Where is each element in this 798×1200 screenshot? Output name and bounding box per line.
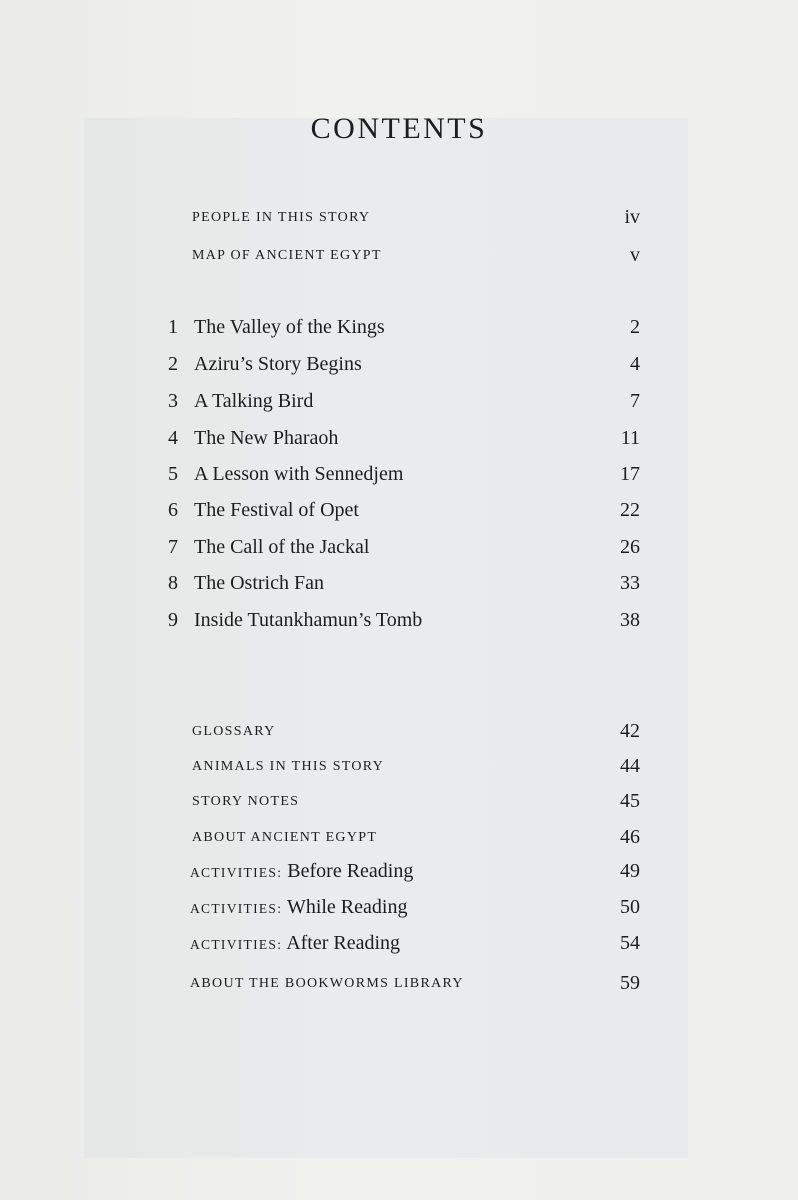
toc-page-number: iv bbox=[624, 206, 640, 228]
toc-entry-glossary bbox=[0, 720, 798, 750]
chapter-number: 6 bbox=[168, 499, 178, 521]
toc-page-number: v bbox=[630, 244, 640, 266]
chapter-number: 2 bbox=[168, 353, 178, 375]
chapter-title: The Valley of the Kings bbox=[194, 316, 385, 338]
toc-entry-about-egypt bbox=[0, 826, 798, 856]
activities-prefix: ACTIVITIES: bbox=[190, 865, 283, 880]
chapter-number: 1 bbox=[168, 316, 178, 338]
toc-label bbox=[190, 896, 407, 919]
toc-page-number: 42 bbox=[620, 720, 640, 742]
toc-chapter-3 bbox=[0, 390, 798, 420]
toc-chapter-7 bbox=[0, 536, 798, 566]
toc-label: ANIMALS IN THIS STORY bbox=[192, 759, 385, 774]
toc-page-number: 49 bbox=[620, 860, 640, 882]
toc-entry-story-notes bbox=[0, 790, 798, 820]
toc-chapter-5 bbox=[0, 463, 798, 493]
toc-page-number: 4 bbox=[630, 353, 640, 375]
toc-entry-bookworms-library bbox=[0, 972, 798, 1002]
chapter-number: 7 bbox=[168, 536, 178, 558]
chapter-number: 9 bbox=[168, 609, 178, 631]
toc-page-number: 11 bbox=[620, 427, 640, 449]
chapter-title: A Talking Bird bbox=[194, 390, 314, 412]
toc-page-number: 59 bbox=[620, 972, 640, 994]
toc-label: STORY NOTES bbox=[192, 794, 300, 809]
toc-page-number: 7 bbox=[630, 390, 640, 412]
toc-entry-activities-while bbox=[0, 896, 798, 926]
chapter-title: The Ostrich Fan bbox=[194, 572, 324, 594]
toc-chapter-2 bbox=[0, 353, 798, 383]
activities-title: While Reading bbox=[286, 896, 408, 918]
toc-entry-people bbox=[0, 206, 798, 236]
toc-label: MAP OF ANCIENT EGYPT bbox=[192, 248, 382, 263]
toc-chapter-4 bbox=[0, 427, 798, 457]
toc-label bbox=[190, 860, 413, 883]
toc-entry-activities-after bbox=[0, 932, 798, 962]
toc-chapter-6 bbox=[0, 499, 798, 529]
toc-chapter-1 bbox=[0, 316, 798, 346]
toc-entry-animals bbox=[0, 755, 798, 785]
activities-title: Before Reading bbox=[287, 860, 414, 882]
chapter-number: 4 bbox=[168, 427, 178, 449]
toc-page-number: 44 bbox=[620, 755, 640, 777]
toc-label bbox=[190, 932, 400, 955]
toc-entry-map bbox=[0, 244, 798, 274]
toc-label: PEOPLE IN THIS STORY bbox=[192, 210, 371, 225]
toc-page-number: 50 bbox=[620, 896, 640, 918]
chapter-title: A Lesson with Sennedjem bbox=[194, 463, 404, 485]
chapter-title: Aziru’s Story Begins bbox=[194, 353, 362, 375]
toc-page-number: 33 bbox=[620, 572, 640, 594]
toc-chapter-8 bbox=[0, 572, 798, 602]
chapter-title: The Festival of Opet bbox=[194, 499, 359, 521]
toc-page-number: 54 bbox=[620, 932, 640, 954]
activities-title: After Reading bbox=[286, 932, 401, 954]
activities-prefix: ACTIVITIES: bbox=[190, 901, 283, 916]
toc-chapter-9 bbox=[0, 609, 798, 639]
toc-label: GLOSSARY bbox=[192, 724, 276, 739]
toc-page-number: 26 bbox=[620, 536, 640, 558]
chapter-title: The New Pharaoh bbox=[194, 427, 339, 449]
toc-label: ABOUT THE BOOKWORMS LIBRARY bbox=[190, 976, 464, 991]
chapter-number: 5 bbox=[168, 463, 178, 485]
toc-page-number: 22 bbox=[620, 499, 640, 521]
toc-entry-activities-before bbox=[0, 860, 798, 890]
page-title: CONTENTS bbox=[310, 112, 488, 145]
toc-page-number: 45 bbox=[620, 790, 640, 812]
toc-page-number: 17 bbox=[620, 463, 640, 485]
toc-label: ABOUT ANCIENT EGYPT bbox=[192, 830, 378, 845]
chapter-number: 3 bbox=[168, 390, 178, 412]
toc-page-number: 2 bbox=[630, 316, 640, 338]
chapter-title: The Call of the Jackal bbox=[194, 536, 370, 558]
toc-page-number: 46 bbox=[620, 826, 640, 848]
toc-page-number: 38 bbox=[620, 609, 640, 631]
chapter-number: 8 bbox=[168, 572, 178, 594]
activities-prefix: ACTIVITIES: bbox=[190, 937, 283, 952]
chapter-title: Inside Tutankhamun’s Tomb bbox=[194, 609, 423, 631]
